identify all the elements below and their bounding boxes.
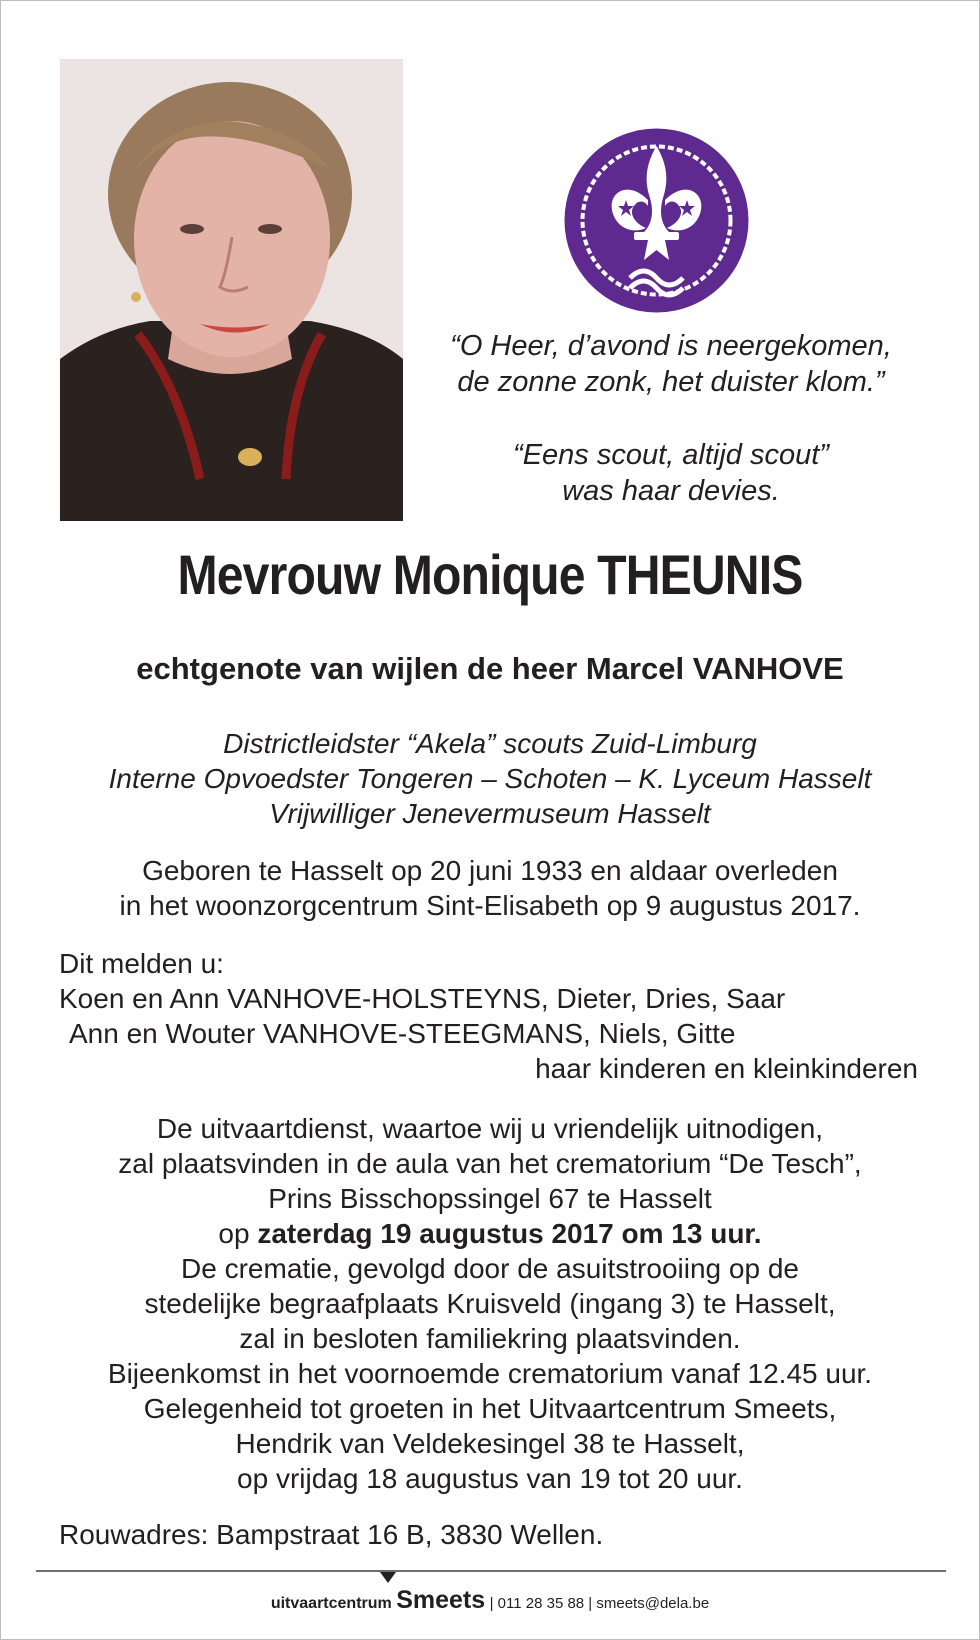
date-prefix: op (218, 1218, 250, 1249)
portrait-illustration (60, 59, 403, 521)
role-line: Districtleidster “Akela” scouts Zuid-Limburg (223, 728, 757, 759)
birth-line: Geboren te Hasselt op 20 juni 1933 en aldaar overleden (142, 855, 838, 886)
quote-line: was haar devies. (562, 475, 780, 507)
birth-line: in het woonzorgcentrum Sint-Elisabeth op 9 augustus 2017. (119, 890, 861, 921)
family-relation: haar kinderen en kleinkinderen (535, 1053, 918, 1084)
deceased-name: Mevrouw Monique THEUNIS (177, 543, 803, 606)
spouse-line: echtgenote van wijlen de heer Marcel VANHOVE (136, 651, 844, 686)
quote-evening (421, 328, 921, 400)
triangle-marker-icon (380, 1572, 396, 1583)
ceremony-line: op vrijdag 18 augustus van 19 tot 20 uur. (237, 1463, 743, 1494)
ceremony-line: Prins Bisschopssingel 67 te Hasselt (268, 1183, 712, 1214)
quote-line: “O Heer, d’avond is neergekomen, (450, 330, 892, 362)
family-line: Ann en Wouter VANHOVE-STEEGMANS, Niels, Gitte (69, 1018, 736, 1049)
ceremony-line: zal plaatsvinden in de aula van het crematorium “De Tesch”, (118, 1148, 862, 1179)
roles-block (1, 726, 979, 831)
ceremony-line: De crematie, gevolgd door de asuitstrooiing op de (181, 1253, 799, 1284)
ceremony-line: De uitvaartdienst, waartoe wij u vriendelijk uitnodigen, (156, 1113, 824, 1144)
quote-scout-motto (421, 437, 921, 509)
footer-branding (1, 1586, 979, 1615)
family-line: Koen en Ann VANHOVE-HOLSTEYNS, Dieter, Dries, Saar (59, 983, 786, 1014)
quote-line: de zonne zonk, het duister klom.” (457, 366, 885, 398)
portrait-photo (60, 59, 403, 521)
role-line: Interne Opvoedster Tongeren – Schoten – K. Lyceum Hasselt (108, 763, 872, 794)
ceremony-line: Hendrik van Veldekesingel 38 te Hasselt, (235, 1428, 745, 1459)
ceremony-date-line (1, 1216, 979, 1251)
birth-death-block (1, 853, 979, 923)
ceremony-block (1, 1111, 979, 1496)
ceremony-line: Gelegenheid tot groeten in het Uitvaartcentrum Smeets, (143, 1393, 837, 1424)
footer-divider (36, 1570, 946, 1572)
role-line: Vrijwilliger Jenevermuseum Hasselt (269, 798, 711, 829)
footer-contact: | 011 28 35 88 | smeets@dela.be (489, 1595, 710, 1612)
footer-brand: Smeets (396, 1586, 486, 1614)
footer-prefix: uitvaartcentrum (270, 1595, 392, 1612)
family-intro: Dit melden u: (59, 948, 224, 979)
ceremony-line: zal in besloten familiekring plaatsvinden. (239, 1323, 741, 1354)
mourning-address: Rouwadres: Bampstraat 16 B, 3830 Wellen. (59, 1519, 604, 1550)
quote-line: “Eens scout, altijd scout” (513, 439, 829, 471)
ceremony-line: stedelijke begraafplaats Kruisveld (ingang 3) te Hasselt, (144, 1288, 836, 1319)
ceremony-date: zaterdag 19 augustus 2017 om 13 uur. (257, 1218, 762, 1249)
scout-emblem-icon (564, 128, 749, 313)
ceremony-line: Bijeenkomst in het voornoemde crematorium vanaf 12.45 uur. (107, 1358, 873, 1389)
